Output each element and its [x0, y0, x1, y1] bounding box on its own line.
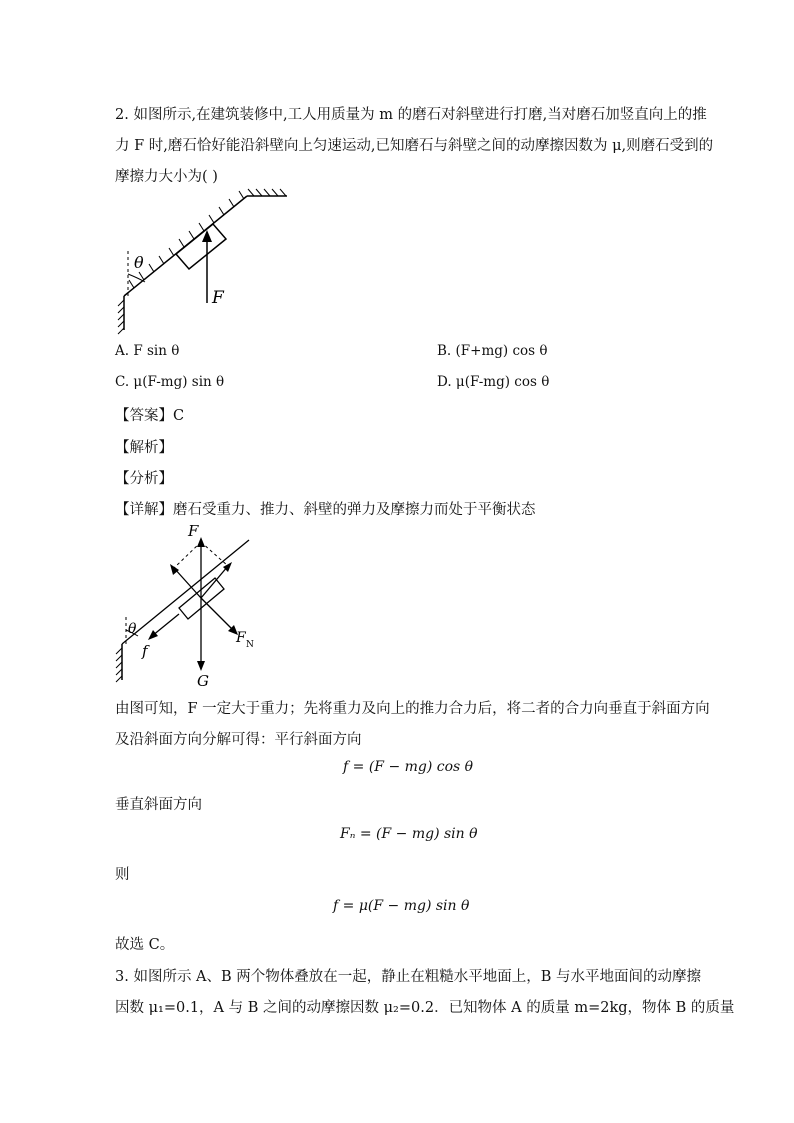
diagram-gravity-label: G [197, 672, 209, 688]
diagram-friction-label: f [142, 642, 148, 660]
fenxi-label: 【分析】 [115, 471, 173, 487]
diagram-wall-hatch [116, 648, 122, 682]
diagram-theta-label: θ [128, 621, 137, 637]
vertical-wall-hatch [118, 300, 124, 334]
diagram-incline-line [122, 540, 249, 644]
diagram-friction-shaft [152, 614, 179, 636]
diagram-component-left-head [170, 564, 179, 575]
force-label: F [212, 288, 224, 308]
then-label: 则 [115, 867, 130, 883]
theta-label: θ [134, 253, 144, 272]
diagram-normal-subscript: N [246, 640, 254, 650]
diagram-gravity-head [197, 661, 205, 671]
analysis-label: 【解析】 [115, 440, 173, 456]
incline-hatch [129, 191, 244, 288]
option-d[interactable]: D. μ(F-mg) cos θ [437, 374, 550, 390]
diagram-dashed-left [174, 542, 201, 568]
force-diagram [112, 520, 272, 688]
equation-2: Fₙ = (F − mg) sin θ [340, 826, 478, 842]
equation-3: f = μ(F − mg) sin θ [333, 898, 470, 914]
q3-line-1: 3. 如图所示 A、B 两个物体叠放在一起，静止在粗糙水平地面上，B 与水平地面间的动摩擦 [115, 969, 702, 985]
q2-line-2: 力 F 时,磨石恰好能沿斜壁向上匀速运动,已知磨石与斜壁之间的动摩擦因数为 μ,则磨石受到的 [115, 138, 714, 154]
top-ledge-hatch [248, 189, 286, 196]
perpendicular-label: 垂直斜面方向 [115, 797, 202, 813]
q2-line-3: 摩擦力大小为( ) [115, 169, 218, 185]
answer-label: 【答案】C [115, 408, 185, 424]
q3-line-2: 因数 μ₁=0.1，A 与 B 之间的动摩擦因数 μ₂=0.2．已知物体 A 的质量 m=2kg，物体 B 的质量 [115, 1000, 735, 1016]
equation-1: f = (F − mg) cos θ [343, 759, 474, 775]
explain-line-1: 由图可知，F 一定大于重力；先将重力及向上的推力合力后，将二者的合力向垂直于斜面方向 [115, 701, 710, 717]
diagram-dashed-right [201, 542, 228, 566]
diagram-normal-label: F [236, 630, 246, 646]
option-c[interactable]: C. μ(F-mg) sin θ [115, 374, 225, 390]
diagram-normal-shaft [201, 598, 234, 631]
detail-text: 【详解】磨石受重力、推力、斜壁的弹力及摩擦力而处于平衡状态 [115, 502, 536, 518]
explain-line-2: 及沿斜面方向分解可得：平行斜面方向 [115, 732, 362, 748]
incline-wall-figure [112, 188, 297, 338]
option-a[interactable]: A. F sin θ [115, 343, 180, 359]
diagram-force-f-label: F [188, 522, 199, 540]
conclusion-text: 故选 C。 [115, 937, 175, 953]
q2-line-1: 2. 如图所示,在建筑装修中,工人用质量为 m 的磨石对斜壁进行打磨,当对磨石加竖直向上的推 [115, 107, 707, 123]
option-b[interactable]: B. (F+mg) cos θ [437, 343, 548, 359]
